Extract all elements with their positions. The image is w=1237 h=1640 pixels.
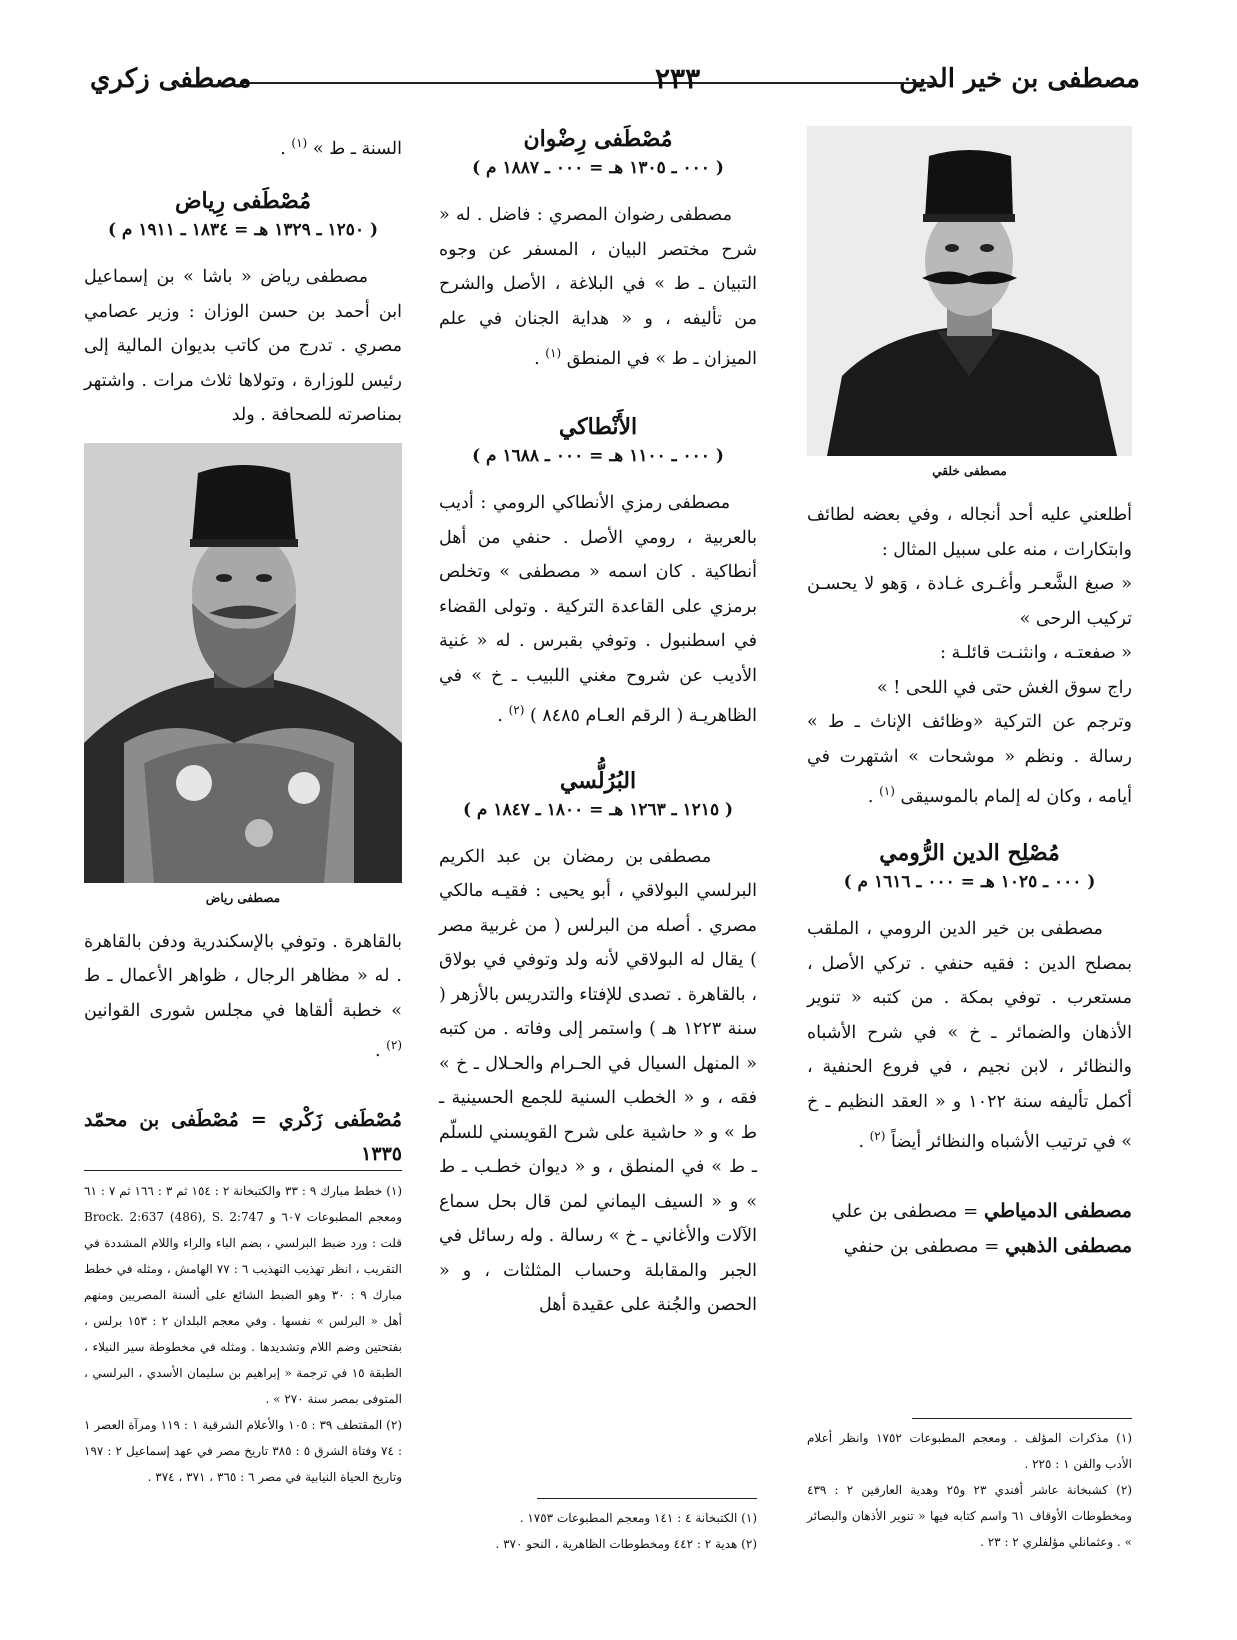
- footnotes-right: [807, 1425, 1132, 1555]
- entry-title-riyad: مُصْطَفى رِياض: [174, 188, 312, 215]
- entry-ridwan-text: مصطفى رضوان المصري : فاضل . له « شرح مختصر البيان ، المسفر عن وجوه التبيان ـ ط » في البلاغة ، الأصل والشرح من تأليفه ، و « هداية الجنان في علم الميزان ـ ط » في المنطق $^{(١)}$ .: [439, 205, 757, 369]
- see-also-dimyati-name: مصطفى الدمياطي: [983, 1199, 1132, 1222]
- column-middle: [439, 126, 757, 1323]
- footnote-ref: (١): [291, 136, 308, 150]
- header-rule-left: [240, 82, 635, 84]
- burullusi-text: مصطفى بن رمضان بن عبد الكريم البرلسي البولاقي ، أبو يحيى : فقيـه مالكي مصري . أصله من البرلس ( من غربية مصر ) يقال له البولاقي لأنه ولد وتوفي في بولاق ، بالقاهرة . تصدى للإفتاء والتدريس بالأزهر ( سنة ١٢٢٣ هـ ) واستمر إلى وفاته . من كتبه « المنهل السيال في الحـرام والحـلال ـ خ » فقه ، و « الخطب السنية للجمع الحسينية ـ ط » و « حاشية على شرح القويسني للسلّم ـ ط » في المنطق ، و « ديوان خطـب ـ ط » و « السيف اليماني لمن قال بحل سماع الآلات والأغاني ـ خ » رسالة . وله رسائل في الجبر والمقابلة وحساب المثلثات ، و « الحصن والجُنة على عقيدة أهل: [439, 846, 758, 1316]
- footnote-ref: (١): [879, 784, 895, 798]
- entry-khulqi-text: [807, 498, 1132, 814]
- footnote-left-1: (١) خطط مبارك ٩ : ٣٣ والكتبخانة ٢ : ١٥٤ ثم ٣ : ١٦٦ ثم ٧ : ٦١ ومعجم المطبوعات ٦٠٧ و Brock. 2:637 (486), S. 2:747 قلت : ورد ضبط البرلسي ، بضم الباء والراء واللام المشددة في التقريب ، انظر تهذيب التهذيب ٦ : ٧٧ الهامش ، ومثله في خطط مبارك ٩ : ٣٠ وهو الضبط الشائع على ألسنة المصريين ومنهم أهل « البرلس » نفسها . وفي معجم البلدان ٢ : ١٥٣ برلس ، بفتحتين وضم اللام وتشديدها . ومثله في مخطوطة سير النبلاء ، الطبقة ١٥ في ترجمة « إبراهيم بن سليمان الأسدي ، البرلسي ، المتوفى بمصر سنة ٢٧٠ » .: [84, 1184, 403, 1406]
- footnote-left-2: (٢) المقتطف ٣٩ : ١٠٥ والأعلام الشرقية ١ : ١١٩ ومرآة العصر ١ : ٧٤ وفتاة الشرق ٥ : ٣٨٥ تاريخ مصر في عهد إسماعيل ٢ : ١٩٧ وتاريخ الحياة النيابية في مصر ٦ : ٣٦٥ ، ٣٧١ ، ٣٧٤ .: [84, 1418, 403, 1484]
- photo-caption-khulqi: مصطفى خلقي: [932, 464, 1007, 478]
- footnotes-middle: [439, 1505, 757, 1557]
- entry-burullusi-text: [439, 840, 757, 1323]
- footnote-ref: (٢): [386, 1038, 402, 1053]
- header-left-title: مصطفى زكري: [90, 64, 252, 94]
- footnote-middle-1: (١) الكتبخانة ٤ : ١٤١ ومعجم المطبوعات ١٧٥٣ .: [519, 1511, 757, 1525]
- entry-title-antaki: الأَنْطاكي: [558, 414, 638, 441]
- portrait-mustafa-khulqi: [807, 126, 1132, 456]
- see-also-zakri: مُصْطَفى زَكْري = مُصْطَفى بن محمّد ١٣٣٥: [84, 1108, 402, 1165]
- footnote-ref: (٢): [869, 1129, 886, 1144]
- antaki-text: مصطفى رمزي الأنطاكي الرومي : أديب بالعربية ، رومي الأصل . حنفي من أهل أنطاكية . كان اسمه « مصطفى » وتخلص برمزي على القاعدة التركية . وتولى القضاء في اسطنبول . وتوفي بقبرس . له « غنية الأديب عن شروح مغني اللبيب ـ خ » في الظاهريـة ( الرقم العـام ٨٤٨٥ ): [439, 493, 757, 727]
- entry-muslih-text: مصطفى بن خير الدين الرومي ، الملقب بمصلح الدين : فقيه حنفي . تركي الأصل ، مستعرب . توفي بمكة . من كتبه « تنوير الأذهان والضمائر ـ خ » في شرح الأشباه والنظائر ، لابن نجيم ، في فروع الحنفية ، أكمل تأليفه سنة ١٠٢٢ و « العقد النظيم ـ خ » في ترتيب الأشباه والنظائر أيضاً $^{(٢)}$ .: [807, 919, 1132, 1153]
- entry-dates-ridwan: ( ٠٠٠ ـ ١٣٠٥ هـ = ٠٠٠ ـ ١٨٨٧ م ): [472, 158, 724, 178]
- entry-dates-muslih: ( ٠٠٠ ـ ١٠٢٥ هـ = ٠٠٠ ـ ١٦١٦ م ): [843, 872, 1096, 893]
- entry-riyad-text-continued: بالقاهرة . وتوفي بالإسكندرية ودفن بالقاهرة . له « مظاهر الرجال ، ظواهر الأعمال ـ ط » خطبة ألقاها في مجلس شورى القوانين $^{(٢)}$ .: [84, 931, 402, 1062]
- entry-dates-antaki: ( ٠٠٠ ـ ١١٠٠ هـ = ٠٠٠ ـ ١٦٨٨ م ): [472, 446, 724, 467]
- khulqi-verse-1: « صبغ الشَّعـر وأغـرى غـادة ، وَهو لا يحسـن تركيب الرحى »: [807, 574, 1132, 629]
- see-also-dhahabi-name: مصطفى الذهبي: [1005, 1234, 1132, 1257]
- khulqi-verse-3: راج سوق الغش حتى في اللحى ! »: [876, 677, 1132, 698]
- portrait-mustafa-riyad: [84, 443, 402, 883]
- footnote-rule-middle: [537, 1498, 757, 1499]
- see-also-dimyati: [807, 1194, 1132, 1229]
- continuation-text: السنة ـ ط »: [312, 138, 402, 159]
- entry-antaki-text: مصطفى رمزي الأنطاكي الرومي : أديب بالعربية ، رومي الأصل . حنفي من أهل أنطاكية . كان اسمه « مصطفى » وتخلص برمزي على القاعدة التركية . وتولى القضاء في اسطنبول . وتوفي بقبرس . له « غنية الأديب عن شروح مغني اللبيب ـ خ » في الظاهريـة ( الرقم العـام ٨٤٨٥ ) $^{(٢)}$ .: [439, 493, 757, 727]
- entry-title-ridwan: مُصْطَفى رِضْوان: [523, 126, 673, 152]
- column-right: [807, 126, 1132, 1264]
- see-also-dhahabi: [807, 1229, 1132, 1264]
- running-header: [90, 64, 1140, 106]
- header-rule-right: [590, 82, 935, 84]
- footnote-rule-right: [912, 1418, 1132, 1419]
- riyad-text-cont: بالقاهرة . وتوفي بالإسكندرية ودفن بالقاهرة . له « مظاهر الرجال ، ظواهر الأعمال ـ ط » خطبة ألقاها في مجلس شورى القوانين: [84, 931, 402, 1021]
- page-number: ٢٣٣: [655, 62, 701, 95]
- khulqi-line-1: أطلعني عليه أحد أنجاله ، وفي بعضه لطائف وابتكارات ، منه على سبيل المثال :: [807, 505, 1132, 560]
- entry-dates-riyad: ( ١٢٥٠ ـ ١٣٢٩ هـ = ١٨٣٤ ـ ١٩١١ م ): [107, 220, 379, 241]
- riyad-text: مصطفى رياض « باشا » بن إسماعيل ابن أحمد بن حسن الوزان : وزير عصامي مصري . تدرج من كاتب بديوان المالية إلى رئيس للوزارة ، وتولاها ثلاث مرات . واشتهر بمناصرته للصحافة . ولد: [84, 267, 402, 426]
- entry-continuation: السنة ـ ط » $^{(١)}$ .: [280, 136, 402, 159]
- column-left: [84, 126, 402, 1171]
- ridwan-text: مصطفى رضوان المصري : فاضل . له « شرح مختصر البيان ، المسفر عن وجوه التبيان ـ ط » في البلاغة ، الأصل والشرح من تأليفه ، و « هداية الجنان في علم الميزان ـ ط » في المنطق: [439, 205, 757, 369]
- footnotes-left: [84, 1178, 402, 1490]
- see-also-dimyati-target: = مصطفى بن علي: [831, 1200, 979, 1222]
- header-right-title: مصطفى بن خير الدين: [899, 64, 1140, 94]
- khulqi-line-2-text: وترجم عن التركية «وظائف الإناث ـ ط » رسالة . ونظم « موشحات » اشتهرت في أيامه ، وكان له إلمام بالموسيقى: [807, 712, 1132, 807]
- footnote-right-1: (١) مذكرات المؤلف . ومعجم المطبوعات ١٧٥٢ وانظر أعلام الأدب والفن ١ : ٢٢٥ .: [807, 1431, 1132, 1471]
- see-also-dhahabi-target: = مصطفى بن حنفي: [843, 1235, 1000, 1257]
- entry-riyad-text: [84, 260, 402, 433]
- footnote-ref: (١): [545, 346, 562, 360]
- footnote-middle-2: (٢) هدية ٢ : ٤٤٢ ومخطوطات الظاهرية ، النحو ٣٧٠ .: [495, 1537, 757, 1551]
- photo-caption-riyad: مصطفى رياض: [205, 890, 281, 905]
- entry-dates-burullusi: ( ١٢١٥ ـ ١٢٦٣ هـ = ١٨٠٠ ـ ١٨٤٧ م ): [462, 799, 734, 820]
- footnote-rule-left: [84, 1170, 402, 1171]
- muslih-text: مصطفى بن خير الدين الرومي ، الملقب بمصلح الدين : فقيه حنفي . تركي الأصل ، مستعرب . توفي بمكة . من كتبه « تنوير الأذهان والضمائر ـ خ » في شرح الأشباه والنظائر ، لابن نجيم ، في فروع الحنفية ، أكمل تأليفه سنة ١٠٢٢ و « العقد النظيم ـ خ » في ترتيب الأشباه والنظائر أيضاً: [807, 919, 1132, 1153]
- entry-title-burullusi: البُرُلُّسي: [559, 767, 637, 794]
- footnote-right-2: (٢) كشبخانة عاشر أفندي ٢٣ و٢٥ وهدية العارفين ٢ : ٤٣٩ ومخطوطات الأوقاف ٦١ واسم كتابه فيها « تنوير الأذهان والبصائر » . وعثمانلي مؤلفلري ٢ : ٢٣ .: [807, 1483, 1132, 1549]
- footnote-ref: (٢): [508, 703, 525, 718]
- khulqi-line-2: وترجم عن التركية «وظائف الإناث ـ ط » رسالة . ونظم « موشحات » اشتهرت في أيامه ، وكان له إلمام بالموسيقى $^{(١)}$ .: [807, 712, 1132, 807]
- khulqi-verse-2: « صفعتـه ، وانثنـت قائلـة :: [940, 643, 1132, 663]
- entry-title-muslih: مُصْلِح الدين الرُّومي: [879, 840, 1060, 867]
